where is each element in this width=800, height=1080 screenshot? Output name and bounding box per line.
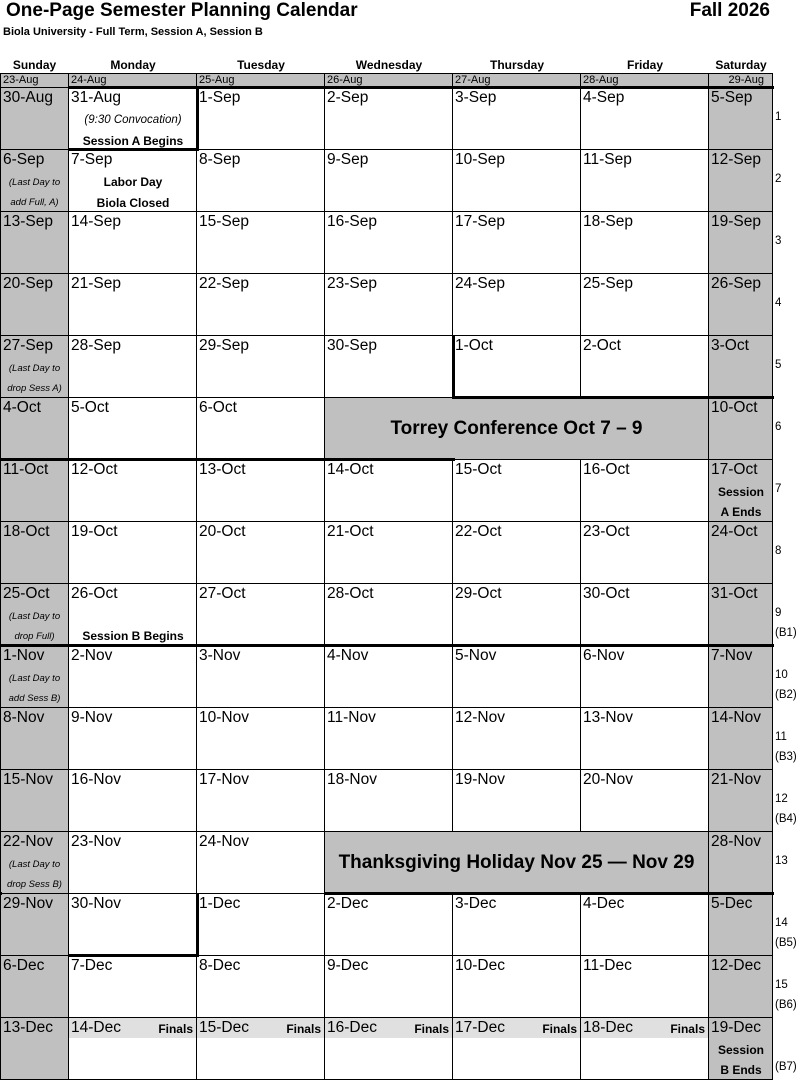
day-date-label: 12-Nov: [455, 709, 505, 726]
day-cell[interactable]: [197, 584, 325, 646]
day-cell[interactable]: [325, 708, 453, 770]
finals-label: Finals: [414, 1022, 449, 1036]
day-date-label: 11-Sep: [583, 151, 632, 168]
day-name-wednesday: Wednesday: [355, 58, 423, 72]
day-date-label: 3-Oct: [711, 337, 749, 354]
day-date-label: 18-Dec: [583, 1019, 633, 1036]
day-cell[interactable]: [197, 522, 325, 584]
day-cell[interactable]: [197, 150, 325, 212]
day-date-label: 5-Nov: [455, 647, 497, 664]
day-cell[interactable]: [709, 336, 773, 398]
day-date-label: 12-Oct: [71, 461, 118, 478]
day-cell[interactable]: [453, 646, 581, 708]
day-cell[interactable]: [325, 88, 453, 150]
day-date-label: 23-Nov: [71, 833, 121, 850]
week-number: 10: [775, 669, 788, 681]
day-cell[interactable]: [453, 88, 581, 150]
day-cell[interactable]: [325, 584, 453, 646]
week-number: 4: [775, 297, 782, 309]
day-date-label: 9-Nov: [71, 709, 113, 726]
session-boundary-line: [69, 148, 199, 151]
day-cell[interactable]: [581, 274, 709, 336]
finals-label: Finals: [542, 1022, 577, 1036]
day-cell[interactable]: [453, 956, 581, 1018]
last-day-drop-b-note: drop Sess B): [7, 879, 62, 890]
day-cell[interactable]: [197, 894, 325, 956]
page-subtitle: Biola University - Full Term, Session A, Session B: [3, 26, 263, 38]
day-cell[interactable]: [453, 212, 581, 274]
day-date-label: 20-Sep: [3, 275, 53, 292]
event-label: Thanksgiving Holiday Nov 25 — Nov 29: [338, 851, 695, 873]
day-cell[interactable]: [197, 398, 325, 460]
day-name-friday: Friday: [626, 58, 663, 72]
day-date-label: 4-Oct: [3, 399, 41, 416]
day-cell[interactable]: [325, 646, 453, 708]
day-cell[interactable]: [0, 88, 69, 150]
week-number: 15: [775, 979, 788, 991]
day-date-label: 7-Sep: [71, 151, 113, 168]
day-date-label: 22-Sep: [199, 275, 249, 292]
day-date-label: 3-Nov: [199, 647, 241, 664]
week-number: 3: [775, 235, 782, 247]
day-date-label: 14-Dec: [71, 1019, 121, 1036]
day-date-label: 16-Oct: [583, 461, 630, 478]
day-name-thursday: Thursday: [489, 58, 544, 72]
day-date-label: 16-Dec: [327, 1019, 377, 1036]
session-boundary-line: [196, 88, 199, 150]
day-cell[interactable]: [0, 770, 69, 832]
week-number: 12: [775, 793, 788, 805]
day-cell[interactable]: [197, 88, 325, 150]
day-cell[interactable]: [581, 88, 709, 150]
labor-day-note: Labor Day: [103, 175, 163, 189]
day-date-label: 6-Oct: [199, 399, 237, 416]
session-b-week: (B6): [775, 999, 797, 1011]
day-date-label: 10-Oct: [711, 399, 758, 416]
day-cell[interactable]: [0, 956, 69, 1018]
header-date-label: 29-Aug: [728, 74, 764, 86]
day-date-label: 28-Oct: [327, 585, 374, 602]
day-date-label: 30-Nov: [71, 895, 121, 912]
day-cell[interactable]: [69, 770, 197, 832]
day-date-label: 28-Nov: [711, 833, 761, 850]
day-cell[interactable]: [453, 1018, 581, 1080]
finals-label: Finals: [158, 1022, 193, 1036]
day-cell[interactable]: [0, 212, 69, 274]
day-cell[interactable]: [581, 646, 709, 708]
day-date-label: 22-Oct: [455, 523, 502, 540]
week-number: 5: [775, 359, 782, 371]
day-date-label: 4-Dec: [583, 895, 625, 912]
day-date-label: 19-Oct: [71, 523, 118, 540]
day-cell[interactable]: [325, 212, 453, 274]
day-name-monday: Monday: [110, 58, 156, 72]
day-cell[interactable]: [709, 832, 773, 894]
day-date-label: 19-Dec: [711, 1019, 761, 1036]
week-number: 7: [775, 483, 782, 495]
day-cell[interactable]: [0, 894, 69, 956]
session-b-begins-note: Session B Begins: [82, 629, 184, 643]
day-date-label: 8-Nov: [3, 709, 45, 726]
day-cell[interactable]: [69, 212, 197, 274]
day-date-label: 18-Nov: [327, 771, 377, 788]
day-date-label: 11-Oct: [3, 461, 49, 478]
day-cell[interactable]: [581, 522, 709, 584]
session-b-week: (B5): [775, 937, 797, 949]
day-date-label: 26-Oct: [71, 585, 118, 602]
week-number: 8: [775, 545, 782, 557]
session-boundary-line: [0, 644, 774, 647]
day-cell[interactable]: [197, 646, 325, 708]
day-date-label: 1-Sep: [199, 89, 241, 106]
day-date-label: 30-Oct: [583, 585, 630, 602]
header-date-label: 28-Aug: [583, 74, 619, 86]
week-number: 13: [775, 855, 788, 867]
day-cell[interactable]: [581, 956, 709, 1018]
day-cell[interactable]: [709, 708, 773, 770]
day-date-label: 23-Oct: [583, 523, 630, 540]
day-date-label: 7-Dec: [71, 957, 113, 974]
day-date-label: 24-Nov: [199, 833, 249, 850]
day-date-label: 14-Oct: [327, 461, 374, 478]
day-date-label: 19-Nov: [455, 771, 505, 788]
day-date-label: 16-Sep: [327, 213, 377, 230]
header-date-label: 26-Aug: [327, 74, 363, 86]
day-cell[interactable]: [197, 336, 325, 398]
day-date-label: 25-Oct: [3, 585, 50, 602]
day-date-label: 20-Oct: [199, 523, 246, 540]
session-b-week: (B4): [775, 813, 797, 825]
day-cell[interactable]: [709, 770, 773, 832]
day-date-label: 5-Sep: [711, 89, 753, 106]
day-cell[interactable]: [325, 770, 453, 832]
day-cell[interactable]: [0, 460, 69, 522]
day-name-tuesday: Tuesday: [237, 58, 285, 72]
day-cell[interactable]: [453, 770, 581, 832]
last-day-add-full-note: add Full, A): [10, 197, 59, 208]
day-date-label: 1-Oct: [455, 337, 493, 354]
day-date-label: 23-Sep: [327, 275, 377, 292]
day-cell[interactable]: [581, 584, 709, 646]
day-cell[interactable]: [453, 274, 581, 336]
day-cell[interactable]: [709, 274, 773, 336]
day-date-label: 1-Dec: [199, 895, 241, 912]
header-date-label: 27-Aug: [455, 74, 491, 86]
day-cell[interactable]: [581, 150, 709, 212]
day-date-label: 13-Oct: [199, 461, 246, 478]
day-date-label: 24-Sep: [455, 275, 505, 292]
day-cell[interactable]: [709, 584, 773, 646]
day-date-label: 22-Nov: [3, 833, 53, 850]
day-date-label: 21-Nov: [711, 771, 761, 788]
session-b-week: (B1): [775, 627, 797, 639]
day-date-label: 3-Dec: [455, 895, 497, 912]
day-date-label: 15-Oct: [455, 461, 502, 478]
day-date-label: 21-Sep: [71, 275, 121, 292]
day-date-label: 30-Sep: [327, 337, 377, 354]
day-date-label: 29-Sep: [199, 337, 249, 354]
day-date-label: 17-Sep: [455, 213, 505, 230]
session-b-week: (B7): [775, 1061, 797, 1073]
day-date-label: 13-Nov: [583, 709, 633, 726]
day-cell[interactable]: [197, 274, 325, 336]
day-cell[interactable]: [69, 460, 197, 522]
day-date-label: 19-Sep: [711, 213, 761, 230]
day-cell[interactable]: [325, 274, 453, 336]
day-cell[interactable]: [69, 274, 197, 336]
day-date-label: 2-Sep: [327, 89, 369, 106]
day-date-label: 4-Nov: [327, 647, 369, 664]
day-cell[interactable]: [197, 956, 325, 1018]
day-cell[interactable]: [325, 894, 453, 956]
day-date-label: 8-Dec: [199, 957, 241, 974]
header-date-label: 25-Aug: [199, 74, 235, 86]
day-date-label: 6-Nov: [583, 647, 625, 664]
last-day-drop-a-note: drop Sess A): [7, 383, 62, 394]
day-date-label: 21-Oct: [327, 523, 374, 540]
day-date-label: 17-Oct: [711, 461, 758, 478]
session-boundary-line: [452, 336, 455, 398]
header-date-label: 23-Aug: [3, 74, 39, 86]
day-cell[interactable]: [0, 398, 69, 460]
event-thanksgiving: [325, 832, 709, 894]
day-cell[interactable]: [0, 274, 69, 336]
day-cell[interactable]: [69, 646, 197, 708]
day-date-label: 6-Sep: [3, 151, 45, 168]
day-cell[interactable]: [709, 398, 773, 460]
day-date-label: 29-Nov: [3, 895, 53, 912]
day-date-label: 18-Oct: [3, 523, 50, 540]
session-b-week: (B3): [775, 751, 797, 763]
week-number: 2: [775, 173, 782, 185]
session-a-ends-note: A Ends: [720, 505, 762, 519]
day-cell[interactable]: [581, 770, 709, 832]
last-day-drop-b-note: (Last Day to: [8, 859, 61, 870]
day-cell[interactable]: [453, 894, 581, 956]
day-date-label: 10-Sep: [455, 151, 505, 168]
header-date-cell: [0, 73, 69, 88]
day-cell[interactable]: [325, 150, 453, 212]
day-cell[interactable]: [69, 832, 197, 894]
day-date-label: 9-Sep: [327, 151, 369, 168]
day-cell[interactable]: [325, 1018, 453, 1080]
day-date-label: 31-Oct: [711, 585, 758, 602]
day-date-label: 10-Dec: [455, 957, 505, 974]
day-cell[interactable]: [581, 336, 709, 398]
day-cell[interactable]: [453, 708, 581, 770]
session-a-begins-note: Session A Begins: [82, 134, 184, 148]
day-cell[interactable]: [69, 522, 197, 584]
day-date-label: 17-Dec: [455, 1019, 505, 1036]
day-date-label: 9-Dec: [327, 957, 369, 974]
day-cell[interactable]: [325, 336, 453, 398]
week-number: 14: [775, 917, 788, 929]
session-boundary-line: [325, 892, 774, 895]
day-date-label: 4-Sep: [583, 89, 625, 106]
week-number: 1: [775, 111, 782, 123]
event-label: Torrey Conference Oct 7 – 9: [390, 417, 643, 439]
day-date-label: 6-Dec: [3, 957, 45, 974]
day-cell[interactable]: [453, 150, 581, 212]
session-boundary-line: [452, 396, 774, 399]
day-cell[interactable]: [69, 956, 197, 1018]
day-cell[interactable]: [69, 1018, 197, 1080]
last-day-drop-a-note: (Last Day to: [8, 363, 61, 374]
day-cell[interactable]: [581, 708, 709, 770]
page-title: One-Page Semester Planning Calendar: [6, 0, 358, 21]
day-cell[interactable]: [69, 336, 197, 398]
day-cell[interactable]: [325, 460, 453, 522]
day-date-label: 26-Sep: [711, 275, 761, 292]
day-date-label: 11-Nov: [327, 709, 376, 726]
day-cell[interactable]: [69, 398, 197, 460]
last-day-add-full-note: (Last Day to: [8, 177, 61, 188]
day-date-label: 29-Oct: [455, 585, 502, 602]
day-date-label: 27-Sep: [3, 337, 53, 354]
day-cell[interactable]: [69, 894, 197, 956]
day-date-label: 30-Aug: [3, 89, 53, 106]
day-date-label: 17-Nov: [199, 771, 249, 788]
biola-closed-note: Biola Closed: [96, 196, 170, 210]
session-boundary-line: [69, 954, 199, 957]
day-date-label: 2-Oct: [583, 337, 621, 354]
day-cell[interactable]: [453, 584, 581, 646]
session-b-ends-note: B Ends: [720, 1063, 762, 1077]
day-date-label: 15-Dec: [199, 1019, 249, 1036]
day-cell[interactable]: [453, 522, 581, 584]
convocation-note: (9:30 Convocation): [84, 114, 182, 126]
day-name-sunday: Sunday: [12, 58, 57, 72]
week-number: 6: [775, 421, 782, 433]
day-date-label: 12-Dec: [711, 957, 761, 974]
day-cell[interactable]: [709, 88, 773, 150]
day-cell[interactable]: [197, 770, 325, 832]
last-day-add-b-note: (Last Day to: [8, 673, 61, 684]
day-cell[interactable]: [709, 150, 773, 212]
last-day-add-b-note: add Sess B): [8, 693, 61, 704]
day-cell[interactable]: [197, 212, 325, 274]
day-date-label: 10-Nov: [199, 709, 249, 726]
day-cell[interactable]: [709, 956, 773, 1018]
day-cell[interactable]: [197, 832, 325, 894]
day-date-label: 15-Nov: [3, 771, 53, 788]
session-boundary-line: [69, 86, 774, 89]
day-date-label: 14-Nov: [711, 709, 761, 726]
day-cell[interactable]: [709, 522, 773, 584]
day-name-saturday: Saturday: [715, 58, 767, 72]
day-date-label: 13-Dec: [3, 1019, 53, 1036]
day-date-label: 11-Dec: [583, 957, 632, 974]
day-cell[interactable]: [581, 1018, 709, 1080]
session-b-week: (B2): [775, 689, 797, 701]
day-date-label: 14-Sep: [71, 213, 121, 230]
day-cell[interactable]: [0, 1018, 69, 1080]
day-cell[interactable]: [325, 522, 453, 584]
day-date-label: 7-Nov: [711, 647, 753, 664]
day-date-label: 16-Nov: [71, 771, 121, 788]
term-label: Fall 2026: [689, 0, 770, 21]
day-date-label: 2-Nov: [71, 647, 113, 664]
finals-label: Finals: [286, 1022, 321, 1036]
day-cell[interactable]: [197, 1018, 325, 1080]
last-day-drop-full-note: drop Full): [14, 631, 55, 642]
day-date-label: 2-Dec: [327, 895, 369, 912]
day-cell[interactable]: [0, 522, 69, 584]
day-cell[interactable]: [325, 956, 453, 1018]
day-date-label: 15-Sep: [199, 213, 249, 230]
day-date-label: 27-Oct: [199, 585, 246, 602]
session-boundary-line: [0, 458, 455, 461]
day-cell[interactable]: [69, 708, 197, 770]
session-a-ends-note: Session: [717, 485, 765, 499]
session-b-ends-note: Session: [717, 1043, 765, 1057]
day-date-label: 18-Sep: [583, 213, 633, 230]
day-cell[interactable]: [581, 460, 709, 522]
session-boundary-line: [0, 892, 2, 895]
day-date-label: 5-Oct: [71, 399, 109, 416]
day-cell[interactable]: [709, 212, 773, 274]
day-date-label: 12-Sep: [711, 151, 761, 168]
day-cell[interactable]: [197, 708, 325, 770]
day-cell[interactable]: [0, 708, 69, 770]
day-cell[interactable]: [709, 646, 773, 708]
day-date-label: 5-Dec: [711, 895, 753, 912]
day-cell[interactable]: [581, 212, 709, 274]
day-cell[interactable]: [453, 336, 581, 398]
week-number: 11: [775, 731, 787, 743]
day-date-label: 13-Sep: [3, 213, 53, 230]
session-boundary-line: [196, 894, 199, 956]
day-cell[interactable]: [581, 894, 709, 956]
event-torrey: [325, 398, 709, 460]
day-date-label: 31-Aug: [71, 89, 121, 106]
day-date-label: 3-Sep: [455, 89, 497, 106]
day-cell[interactable]: [197, 460, 325, 522]
last-day-drop-full-note: (Last Day to: [8, 611, 61, 622]
week-number: 9: [775, 607, 782, 619]
day-date-label: 24-Oct: [711, 523, 758, 540]
header-date-label: 24-Aug: [71, 74, 107, 86]
day-date-label: 1-Nov: [3, 647, 45, 664]
day-date-label: 8-Sep: [199, 151, 241, 168]
day-date-label: 28-Sep: [71, 337, 121, 354]
day-date-label: 25-Sep: [583, 275, 633, 292]
day-date-label: 20-Nov: [583, 771, 633, 788]
day-cell[interactable]: [453, 460, 581, 522]
day-cell[interactable]: [709, 894, 773, 956]
finals-label: Finals: [670, 1022, 705, 1036]
